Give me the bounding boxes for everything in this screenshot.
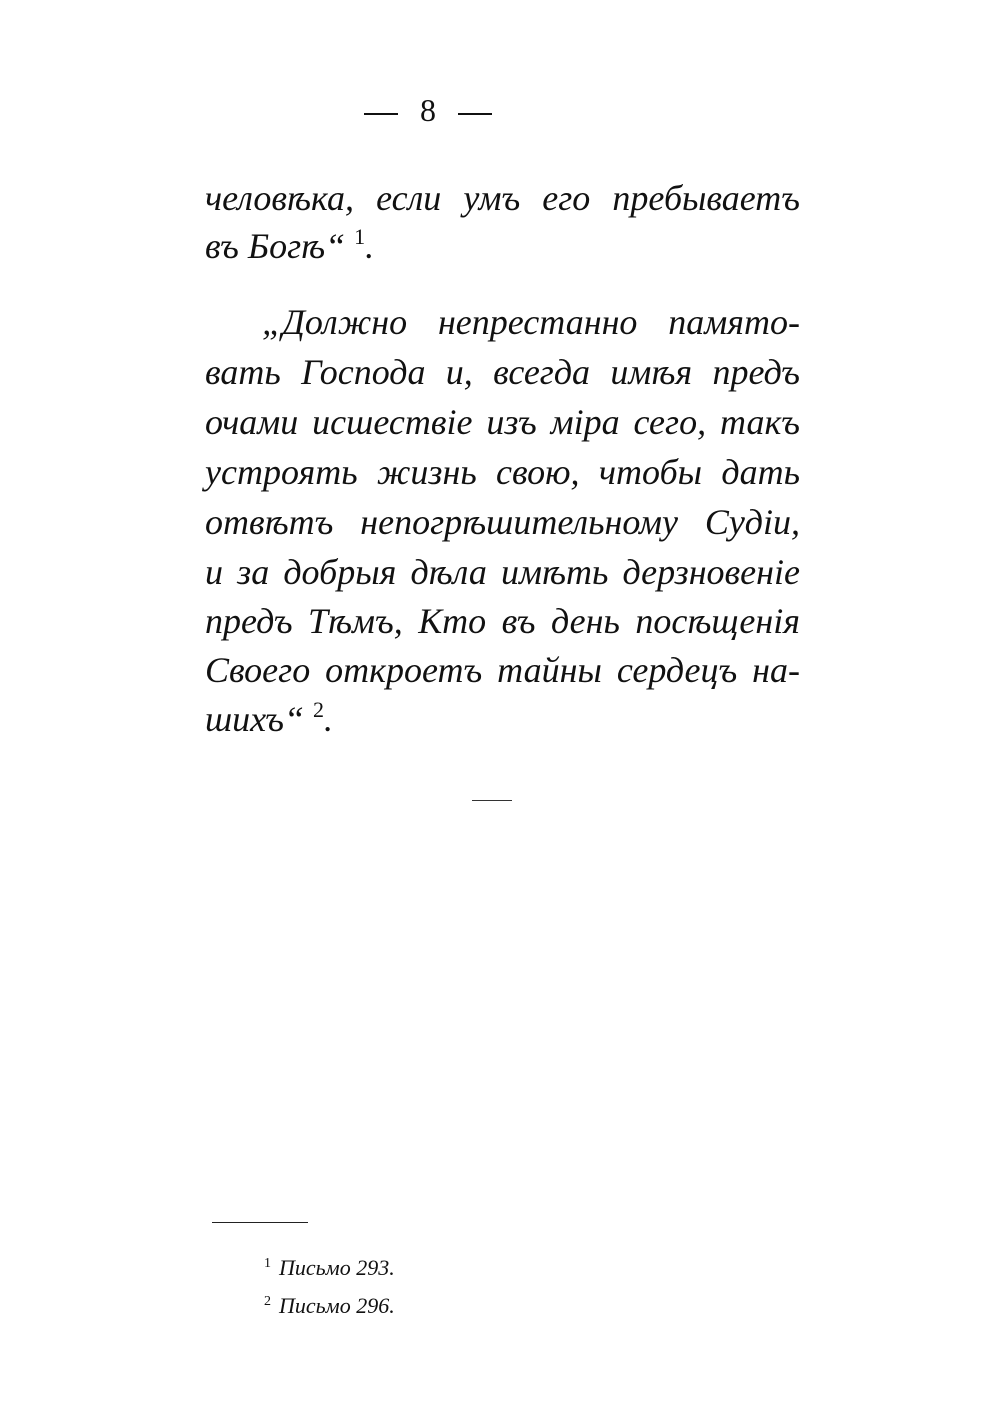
paragraph2-line-4: устроять жизнь свою, чтобы дать (205, 452, 800, 492)
footnote-ref-2: 2 (312, 697, 324, 722)
paragraph2-line-1: „Должно непрестанно памято- (262, 302, 800, 342)
page-number-value: 8 (420, 92, 436, 128)
page-number-dash-right (458, 113, 492, 115)
footnote-1-mark: 1 (264, 1256, 271, 1271)
section-divider (472, 800, 512, 801)
page-number (0, 92, 856, 129)
paragraph1-line-1: человѣка, если умъ его пребываетъ (205, 178, 800, 218)
paragraph1-end-punct: . (365, 226, 375, 266)
paragraph2-line-9 (205, 695, 800, 743)
paragraph2-line-3: очами исшествіе изъ міра сего, такъ (205, 402, 800, 442)
footnote-rule (212, 1222, 308, 1223)
paragraph2-line-2: вать Господа и, всегда имѣя предъ (205, 352, 800, 392)
footnote-ref-1: 1 (354, 224, 366, 249)
paragraph2-line-7: предъ Тѣмъ, Кто въ день посѣщенія (205, 601, 800, 641)
footnote-1-text: Письмо 293. (279, 1255, 395, 1280)
paragraph1-line-2-text: въ Богѣ“ (205, 226, 346, 266)
footnote-2-mark: 2 (264, 1294, 271, 1309)
paragraph2-line-5: отвѣтъ непогрѣшительному Судіи, (205, 502, 800, 542)
footnote-2-text: Письмо 296. (279, 1293, 395, 1318)
page-number-dash-left (364, 113, 398, 115)
footnote-1 (264, 1250, 395, 1282)
paragraph2-end-punct: . (323, 699, 333, 739)
paragraph1-line-2 (205, 222, 800, 270)
paragraph2-line-6: и за добрыя дѣла имѣть дерзновеніе (205, 552, 800, 592)
paragraph2-line-8: Своего откроетъ тайны сердецъ на- (205, 650, 800, 690)
paragraph2-line-9-text: шихъ“ (205, 699, 304, 739)
footnote-2 (264, 1288, 395, 1320)
